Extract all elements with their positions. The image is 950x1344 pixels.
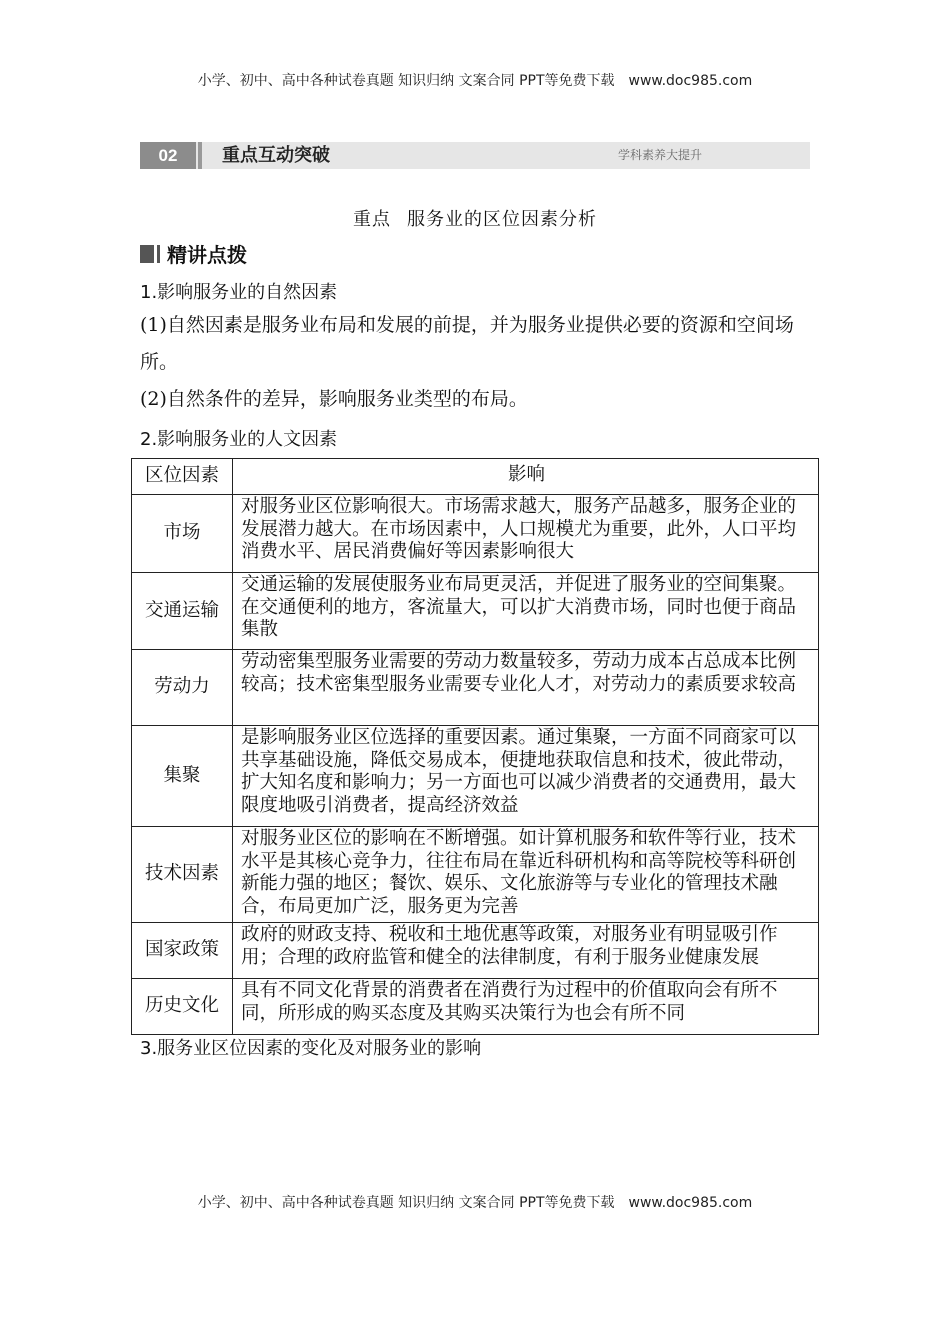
table-row: [132, 650, 819, 726]
section-band: [140, 142, 810, 169]
band-subtitle: 学科素养大提升: [618, 148, 703, 162]
band-number: 02: [140, 142, 196, 169]
section-heading-main: [140, 239, 247, 268]
factor-cell: 历史文化: [132, 979, 233, 1035]
band-title: 重点互动突破: [222, 145, 330, 166]
table-row: [132, 573, 819, 650]
factor-cell: 技术因素: [132, 827, 233, 923]
table-row: [132, 979, 819, 1035]
table-header-row: [132, 459, 819, 495]
section-1-title: 1.影响服务业的自然因素: [140, 282, 338, 303]
table-row: [132, 495, 819, 573]
factors-table: [131, 458, 819, 1035]
paragraph-2: (2)自然条件的差异，影响服务业类型的布局。: [140, 388, 528, 410]
header-watermark: 小学、初中、高中各种试卷真题 知识归纳 文案合同 PPT等免费下载 www.doc985.com: [197, 73, 753, 89]
effect-cell: 对服务业区位的影响在不断增强。如计算机服务和软件等行业，技术水平是其核心竞争力，往往布局在靠近科研机构和高等院校等科研创新能力强的地区；餐饮、娱乐、文化旅游等与专业化的管理技术融合，布局更加广泛，服务更为完善: [233, 827, 819, 923]
section-main-label: 精讲点拨: [167, 243, 247, 267]
band-divider: [198, 142, 202, 169]
title-prefix: 重点: [353, 209, 391, 230]
effect-cell: 劳动密集型服务业需要的劳动力数量较多，劳动力成本占总成本比例较高；技术密集型服务业需要专业化人才，对劳动力的素质要求较高: [233, 650, 819, 726]
factor-cell: 劳动力: [132, 650, 233, 726]
paragraph-1: (1)自然因素是服务业布局和发展的前提，并为服务业提供必要的资源和空间场所。: [140, 314, 794, 373]
section-3-title: 3.服务业区位因素的变化及对服务业的影响: [140, 1038, 482, 1059]
factor-cell: 市场: [132, 495, 233, 573]
section-2-title: 2.影响服务业的人文因素: [140, 429, 338, 450]
effect-cell: 政府的财政支持、税收和土地优惠等政策，对服务业有明显吸引作用；合理的政府监管和健全的法律制度，有利于服务业健康发展: [233, 923, 819, 979]
effect-cell: 具有不同文化背景的消费者在消费行为过程中的价值取向会有所不同，所形成的购买态度及其购买决策行为也会有所不同: [233, 979, 819, 1035]
header-factor: 区位因素: [132, 459, 233, 495]
effect-cell: 交通运输的发展使服务业布局更灵活，并促进了服务业的空间集聚。在交通便利的地方，客流量大，可以扩大消费市场，同时也便于商品集散: [233, 573, 819, 650]
effect-cell: 是影响服务业区位选择的重要因素。通过集聚，一方面不同商家可以共享基础设施，降低交易成本，便捷地获取信息和技术，彼此带动，扩大知名度和影响力；另一方面也可以减少消费者的交通费用，最大限度地吸引消费者，提高经济效益: [233, 726, 819, 827]
bar-marker-icon: [140, 245, 157, 263]
header-effect: 影响: [233, 459, 819, 495]
footer-watermark: 小学、初中、高中各种试卷真题 知识归纳 文案合同 PPT等免费下载 www.doc985.com: [197, 1195, 753, 1211]
table-row: [132, 726, 819, 827]
page-title: [0, 205, 950, 231]
table-row: [132, 923, 819, 979]
table-row: [132, 827, 819, 923]
factor-cell: 集聚: [132, 726, 233, 827]
factor-cell: 国家政策: [132, 923, 233, 979]
title-text: 服务业的区位因素分析: [407, 209, 597, 230]
effect-cell: 对服务业区位影响很大。市场需求越大，服务产品越多，服务企业的发展潜力越大。在市场因素中，人口规模尤为重要，此外，人口平均消费水平、居民消费偏好等因素影响很大: [233, 495, 819, 573]
factor-cell: 交通运输: [132, 573, 233, 650]
